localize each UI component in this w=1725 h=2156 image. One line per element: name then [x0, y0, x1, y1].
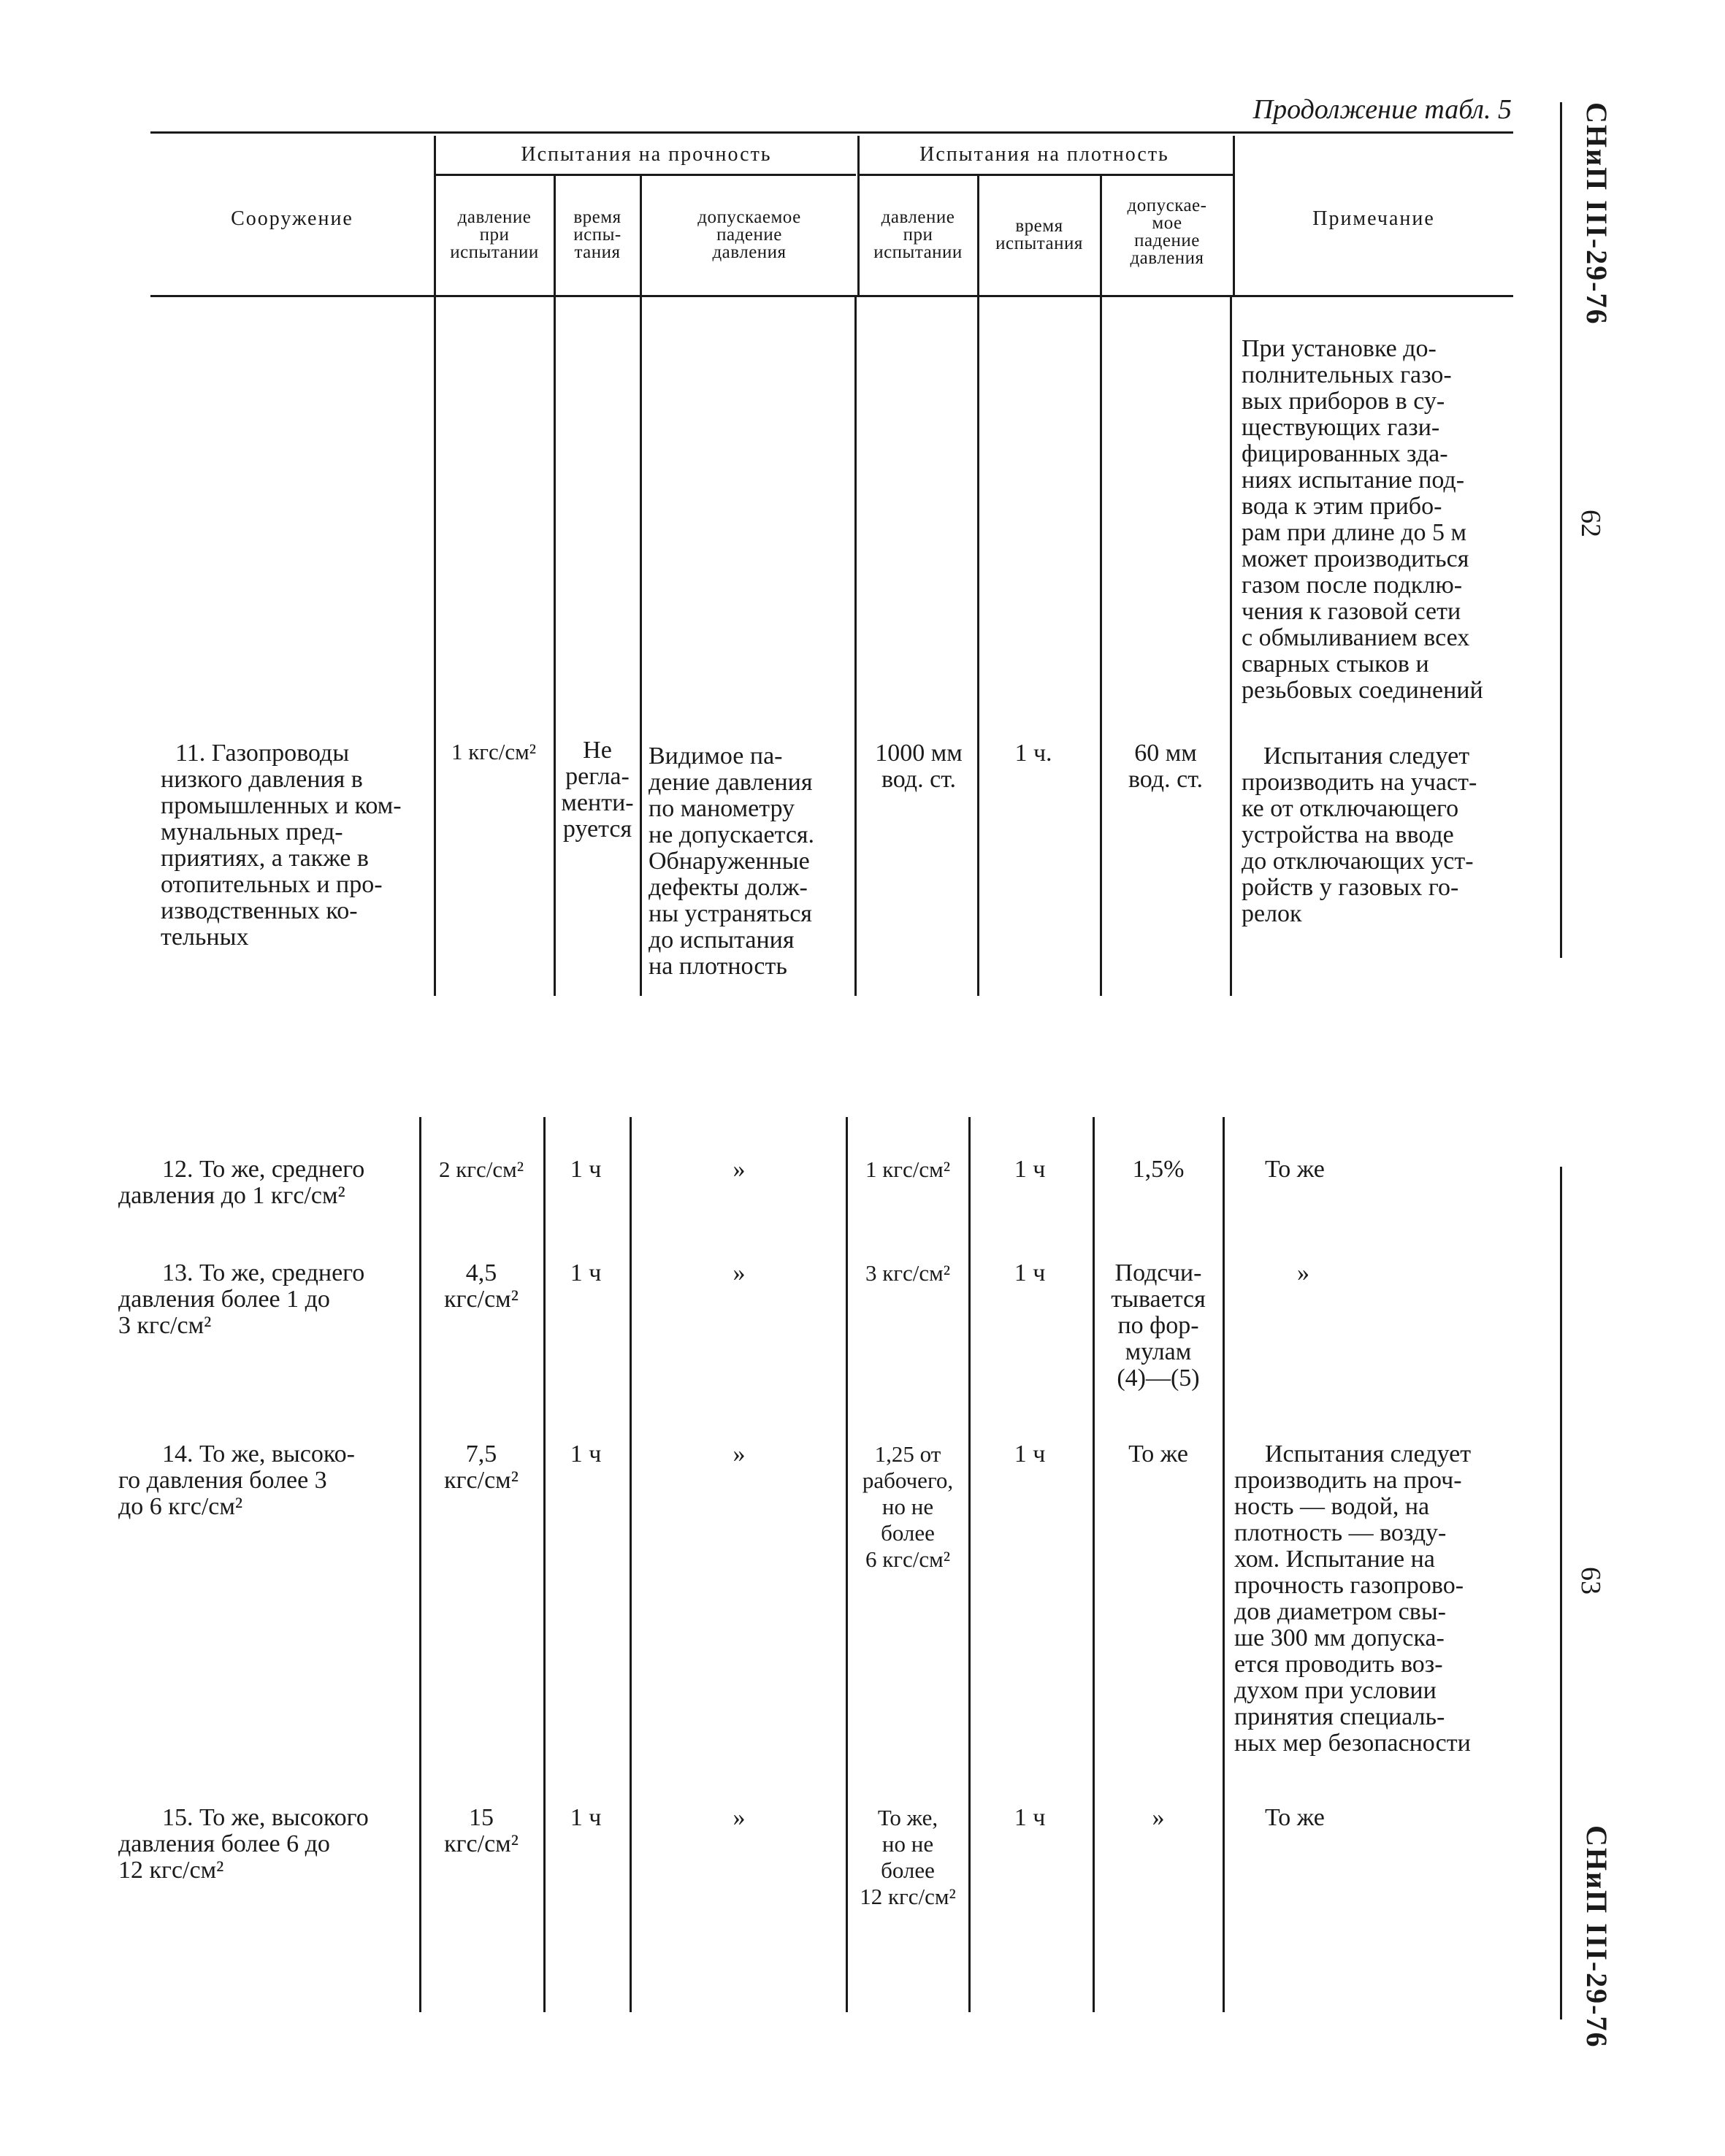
- column-divider: [543, 1117, 546, 2012]
- header-group-rule-density: [859, 174, 1233, 176]
- header-top-rule: [150, 131, 1513, 134]
- row-13-density-time: 1 ч: [1014, 1259, 1046, 1286]
- row-11-density-pressure: 1000 мм вод. ст.: [875, 740, 963, 793]
- row-12-density-time: 1 ч: [1014, 1156, 1046, 1183]
- document-code-top: СНиП III-29-76: [1580, 102, 1613, 326]
- header-density-time: время испытания: [995, 216, 1083, 253]
- row-11-strength-time: Не регла- менти- руется: [561, 737, 634, 843]
- header-density-drop: допускае- мое падение давления: [1127, 196, 1207, 268]
- row-11-note: Испытания следует производить на участ- ке от отключающего устройства на вводе до отключающих уст- ройств у газовых го- релок: [1242, 743, 1477, 927]
- row-12-note: То же: [1265, 1156, 1325, 1183]
- column-divider: [419, 1117, 421, 2012]
- page-number-63: 63: [1575, 1567, 1606, 1595]
- row-11-density-time: 1 ч.: [1014, 740, 1052, 767]
- header-strength-drop: допускаемое падение давления: [697, 207, 801, 262]
- header-divider: [640, 175, 642, 295]
- margin-rule-bottom: [1560, 1167, 1562, 2019]
- row-14-strength-pressure: 7,5 кгс/см²: [444, 1440, 519, 1494]
- table-caption: Продолжение табл. 5: [1252, 94, 1512, 125]
- row-13-strength-drop: »: [733, 1259, 746, 1286]
- row-11-density-drop: 60 мм вод. ст.: [1128, 740, 1204, 793]
- column-divider: [554, 295, 556, 996]
- column-divider: [968, 1117, 971, 2012]
- row-15-strength-drop: »: [733, 1804, 746, 1831]
- row-12-strength-drop: »: [733, 1156, 746, 1183]
- row-12-strength-time: 1 ч: [570, 1156, 602, 1183]
- row-14-strength-time: 1 ч: [570, 1440, 602, 1468]
- row-15-structure: 15. То же, высокого давления более 6 до 12 кгс/см²: [118, 1804, 369, 1884]
- header-divider: [1100, 175, 1102, 295]
- row-11-strength-drop: Видимое па- дение давления по манометру не допускается. Обнаруженные дефекты долж- ны устраняться до испытания на плотность: [649, 743, 815, 980]
- column-divider: [846, 1117, 848, 2012]
- header-structure: Сооружение: [231, 207, 353, 230]
- header-divider: [977, 175, 979, 295]
- row-14-note: Испытания следует производить на проч- ность — водой, на плотность — возду- хом. Испытание на прочность газопрово- дов диаметром свы- ше 300 мм допуска- ется проводить воз- духом при условии принятия специаль- ных мер безопасности: [1234, 1440, 1472, 1757]
- header-divider: [1233, 136, 1235, 295]
- header-bottom-rule: [150, 295, 1513, 297]
- margin-rule-top: [1560, 102, 1562, 958]
- row-13-note: »: [1297, 1259, 1309, 1286]
- row-11-structure: 11. Газопроводы низкого давления в промышленных и ком- мунальных пред- приятиях, а также в отопительных и про- изводственных ко- тельных: [161, 740, 402, 951]
- row-12-density-pressure: 1 кгс/см²: [865, 1156, 951, 1182]
- row-14-density-time: 1 ч: [1014, 1440, 1046, 1468]
- row-14-density-pressure: 1,25 от рабочего, но не более 6 кгс/см²: [862, 1441, 954, 1572]
- column-divider: [1223, 1117, 1225, 2012]
- row-13-structure: 13. То же, среднего давления более 1 до 3 кгс/см²: [118, 1259, 365, 1339]
- header-divider: [434, 136, 436, 295]
- header-strength-group: Испытания на прочность: [521, 143, 772, 166]
- header-density-pressure: давление при испытании: [873, 207, 963, 262]
- header-group-rule-strength: [435, 174, 856, 176]
- column-divider: [977, 295, 979, 996]
- row-13-strength-time: 1 ч: [570, 1259, 602, 1286]
- row-15-strength-pressure: 15 кгс/см²: [444, 1804, 519, 1857]
- column-divider: [1230, 295, 1232, 996]
- header-density-group: Испытания на плотность: [919, 143, 1169, 166]
- row-15-note: То же: [1265, 1804, 1325, 1831]
- row-13-density-pressure: 3 кгс/см²: [865, 1260, 951, 1286]
- header-divider: [857, 136, 860, 295]
- column-divider: [640, 295, 642, 996]
- column-divider: [434, 295, 436, 996]
- row-12-strength-pressure: 2 кгс/см²: [438, 1156, 524, 1182]
- row-15-density-pressure: То же, но не более 12 кгс/см²: [860, 1805, 956, 1909]
- top-note: При установке до- полнительных газо- вых приборов в су- ществующих гази- фицированных зда- ниях испытание под- вода к этим прибо- рам при длине до 5 м может производиться газом после подклю- чения к газовой сети с обмыливанием всех сварных стыков и резьбовых соединений: [1242, 335, 1483, 704]
- header-note: Примечание: [1312, 207, 1435, 230]
- column-divider: [1093, 1117, 1095, 2012]
- row-14-strength-drop: »: [733, 1440, 746, 1468]
- header-strength-pressure: давление при испытании: [450, 207, 539, 262]
- column-divider: [630, 1117, 632, 2012]
- row-15-density-time: 1 ч: [1014, 1804, 1046, 1831]
- row-12-structure: 12. То же, среднего давления до 1 кгс/см²: [118, 1156, 365, 1209]
- page-number-62: 62: [1575, 510, 1606, 537]
- row-12-density-drop: 1,5%: [1132, 1156, 1185, 1183]
- column-divider: [1100, 295, 1102, 996]
- row-11-strength-pressure: 1 кгс/см²: [451, 739, 537, 764]
- row-15-strength-time: 1 ч: [570, 1804, 602, 1831]
- header-strength-time: время испы- тания: [573, 207, 621, 262]
- row-14-density-drop: То же: [1128, 1440, 1188, 1468]
- row-14-structure: 14. То же, высоко- го давления более 3 до 6 кгс/см²: [118, 1440, 355, 1520]
- row-15-density-drop: »: [1152, 1804, 1165, 1831]
- header-divider: [554, 175, 556, 295]
- column-divider: [854, 295, 857, 996]
- row-13-strength-pressure: 4,5 кгс/см²: [444, 1259, 519, 1313]
- document-code-bottom: СНиП III-29-76: [1580, 1825, 1613, 2049]
- row-13-density-drop: Подсчи- тывается по фор- мулам (4)—(5): [1111, 1259, 1206, 1392]
